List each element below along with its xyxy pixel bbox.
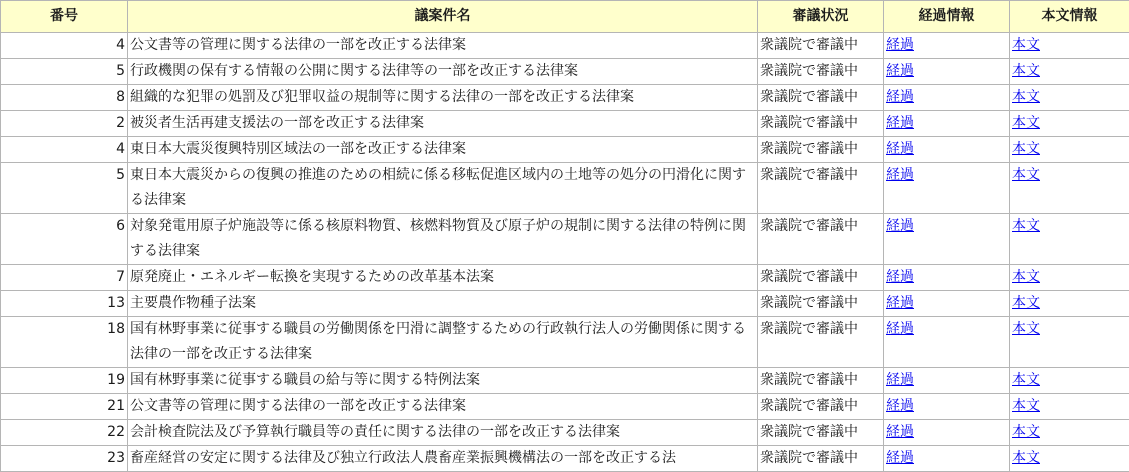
bill-title: 原発廃止・エネルギー転換を実現するための改革基本法案 <box>128 265 758 291</box>
progress-link-cell <box>884 420 1010 446</box>
bill-number: 22 <box>1 420 128 446</box>
bill-status: 衆議院で審議中 <box>758 368 884 394</box>
text-link-cell <box>1010 163 1129 214</box>
header-status: 審議状況 <box>758 1 884 33</box>
bill-status: 衆議院で審議中 <box>758 420 884 446</box>
text-link[interactable]: 本文 <box>1012 269 1040 285</box>
text-link-cell <box>1010 291 1129 317</box>
bill-title: 被災者生活再建支援法の一部を改正する法律案 <box>128 111 758 137</box>
progress-link-cell <box>884 265 1010 291</box>
text-link[interactable]: 本文 <box>1012 218 1040 234</box>
text-link[interactable]: 本文 <box>1012 295 1040 311</box>
bill-title: 組織的な犯罪の処罰及び犯罪収益の規制等に関する法律の一部を改正する法律案 <box>128 85 758 111</box>
text-link[interactable]: 本文 <box>1012 63 1040 79</box>
text-link-cell <box>1010 446 1129 472</box>
progress-link[interactable]: 経過 <box>886 218 914 234</box>
table-row <box>1 317 1129 368</box>
bill-title: 主要農作物種子法案 <box>128 291 758 317</box>
header-title: 議案件名 <box>128 1 758 33</box>
text-link-cell <box>1010 59 1129 85</box>
progress-link-cell <box>884 291 1010 317</box>
text-link-cell <box>1010 394 1129 420</box>
progress-link[interactable]: 経過 <box>886 37 914 53</box>
table-row <box>1 33 1129 59</box>
text-link-cell <box>1010 33 1129 59</box>
progress-link[interactable]: 経過 <box>886 372 914 388</box>
text-link-cell <box>1010 137 1129 163</box>
bill-number: 6 <box>1 214 128 265</box>
bill-title: 公文書等の管理に関する法律の一部を改正する法律案 <box>128 33 758 59</box>
progress-link[interactable]: 経過 <box>886 450 914 466</box>
bill-number: 2 <box>1 111 128 137</box>
bill-status: 衆議院で審議中 <box>758 265 884 291</box>
table-row <box>1 420 1129 446</box>
text-link-cell <box>1010 85 1129 111</box>
progress-link-cell <box>884 214 1010 265</box>
text-link-cell <box>1010 317 1129 368</box>
text-link-cell <box>1010 111 1129 137</box>
progress-link[interactable]: 経過 <box>886 89 914 105</box>
bill-number: 8 <box>1 85 128 111</box>
header-number: 番号 <box>1 1 128 33</box>
progress-link-cell <box>884 59 1010 85</box>
progress-link-cell <box>884 317 1010 368</box>
text-link[interactable]: 本文 <box>1012 372 1040 388</box>
progress-link[interactable]: 経過 <box>886 167 914 183</box>
bill-number: 23 <box>1 446 128 472</box>
progress-link[interactable]: 経過 <box>886 295 914 311</box>
text-link[interactable]: 本文 <box>1012 167 1040 183</box>
bill-status: 衆議院で審議中 <box>758 33 884 59</box>
text-link-cell <box>1010 368 1129 394</box>
progress-link[interactable]: 経過 <box>886 269 914 285</box>
bill-status: 衆議院で審議中 <box>758 317 884 368</box>
progress-link-cell <box>884 33 1010 59</box>
table-row <box>1 368 1129 394</box>
table-row <box>1 59 1129 85</box>
text-link[interactable]: 本文 <box>1012 141 1040 157</box>
progress-link[interactable]: 経過 <box>886 321 914 337</box>
bill-status: 衆議院で審議中 <box>758 85 884 111</box>
bill-title: 公文書等の管理に関する法律の一部を改正する法律案 <box>128 394 758 420</box>
progress-link-cell <box>884 446 1010 472</box>
text-link[interactable]: 本文 <box>1012 424 1040 440</box>
bill-number: 18 <box>1 317 128 368</box>
text-link-cell <box>1010 214 1129 265</box>
bill-title: 会計検査院法及び予算執行職員等の責任に関する法律の一部を改正する法律案 <box>128 420 758 446</box>
table-row <box>1 111 1129 137</box>
bill-title: 国有林野事業に従事する職員の給与等に関する特例法案 <box>128 368 758 394</box>
bill-title: 東日本大震災からの復興の推進のための相続に係る移転促進区域内の土地等の処分の円滑化に関する法律案 <box>128 163 758 214</box>
bill-status: 衆議院で審議中 <box>758 394 884 420</box>
text-link[interactable]: 本文 <box>1012 398 1040 414</box>
bill-number: 13 <box>1 291 128 317</box>
bill-number: 4 <box>1 33 128 59</box>
progress-link-cell <box>884 111 1010 137</box>
table-row <box>1 137 1129 163</box>
table-row <box>1 265 1129 291</box>
bill-status: 衆議院で審議中 <box>758 163 884 214</box>
progress-link[interactable]: 経過 <box>886 115 914 131</box>
progress-link[interactable]: 経過 <box>886 398 914 414</box>
bill-status: 衆議院で審議中 <box>758 137 884 163</box>
bill-number: 5 <box>1 59 128 85</box>
bill-number: 21 <box>1 394 128 420</box>
table-row <box>1 214 1129 265</box>
text-link[interactable]: 本文 <box>1012 89 1040 105</box>
bill-title: 東日本大震災復興特別区域法の一部を改正する法律案 <box>128 137 758 163</box>
text-link[interactable]: 本文 <box>1012 115 1040 131</box>
progress-link-cell <box>884 85 1010 111</box>
progress-link[interactable]: 経過 <box>886 424 914 440</box>
bill-title: 畜産経営の安定に関する法律及び独立行政法人農畜産業振興機構法の一部を改正する法 <box>128 446 758 472</box>
table-row <box>1 85 1129 111</box>
text-link-cell <box>1010 420 1129 446</box>
bill-number: 7 <box>1 265 128 291</box>
bill-status: 衆議院で審議中 <box>758 446 884 472</box>
text-link[interactable]: 本文 <box>1012 37 1040 53</box>
bill-status: 衆議院で審議中 <box>758 111 884 137</box>
table-row <box>1 446 1129 472</box>
bill-title: 国有林野事業に従事する職員の労働関係を円滑に調整するための行政執行法人の労働関係に関する法律の一部を改正する法律案 <box>128 317 758 368</box>
text-link-cell <box>1010 265 1129 291</box>
header-row <box>1 1 1129 33</box>
bill-number: 5 <box>1 163 128 214</box>
bill-number: 4 <box>1 137 128 163</box>
bill-status: 衆議院で審議中 <box>758 291 884 317</box>
header-text: 本文情報 <box>1010 1 1129 33</box>
bill-status: 衆議院で審議中 <box>758 59 884 85</box>
table-row <box>1 394 1129 420</box>
bill-status: 衆議院で審議中 <box>758 214 884 265</box>
table-row <box>1 291 1129 317</box>
text-link[interactable]: 本文 <box>1012 450 1040 466</box>
progress-link-cell <box>884 368 1010 394</box>
bill-title: 対象発電用原子炉施設等に係る核原料物質、核燃料物質及び原子炉の規制に関する法律の特例に関する法律案 <box>128 214 758 265</box>
progress-link-cell <box>884 394 1010 420</box>
bill-title: 行政機関の保有する情報の公開に関する法律等の一部を改正する法律案 <box>128 59 758 85</box>
progress-link-cell <box>884 137 1010 163</box>
progress-link-cell <box>884 163 1010 214</box>
table-row <box>1 163 1129 214</box>
progress-link[interactable]: 経過 <box>886 63 914 79</box>
header-progress: 経過情報 <box>884 1 1010 33</box>
progress-link[interactable]: 経過 <box>886 141 914 157</box>
bill-number: 19 <box>1 368 128 394</box>
text-link[interactable]: 本文 <box>1012 321 1040 337</box>
